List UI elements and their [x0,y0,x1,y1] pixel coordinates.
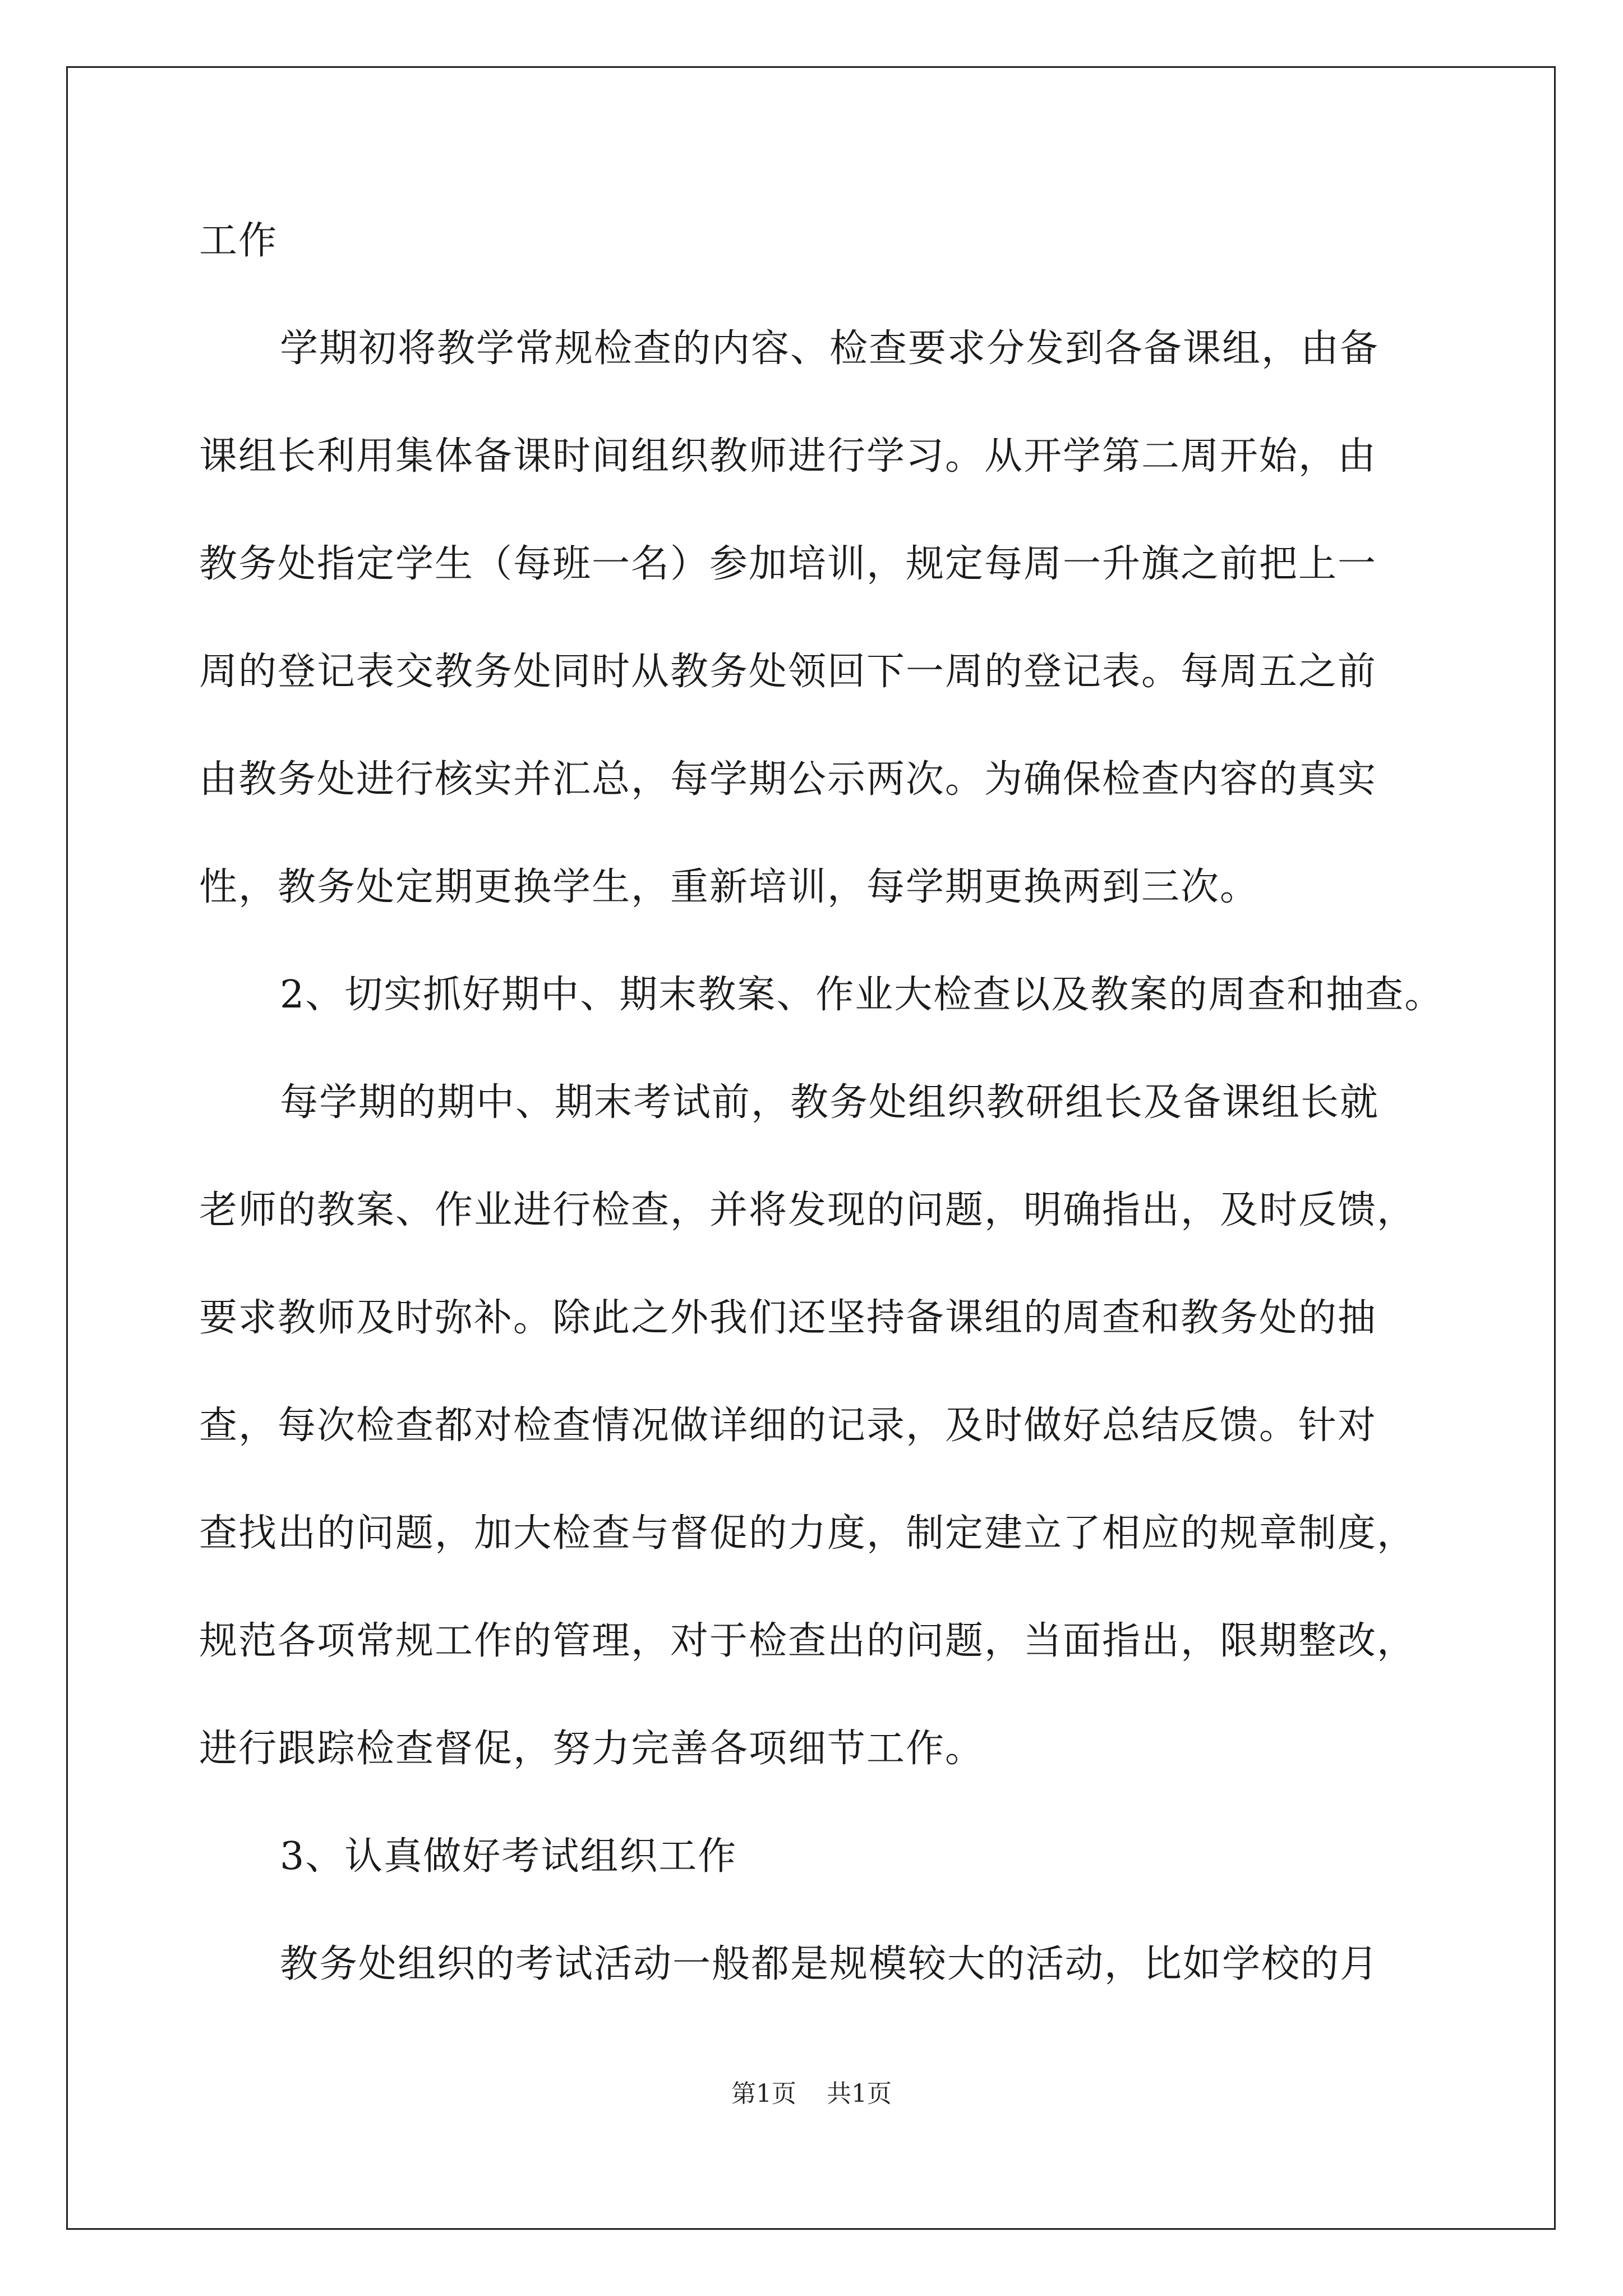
page-total: 共1页 [827,2079,892,2108]
page-number: 第1页 [731,2079,796,2108]
text-line: 教务处指定学生（每班一名）参加培训，规定每周一升旗之前把上一 [199,542,1377,586]
text-line: 由教务处进行核实并汇总，每学期公示两次。为确保检查内容的真实 [199,757,1377,802]
text-line: 3、认真做好考试组织工作 [280,1834,737,1879]
text-line: 查，每次检查都对检查情况做详细的记录，及时做好总结反馈。针对 [199,1404,1377,1448]
text-line: 老师的教案、作业进行检查，并将发现的问题，明确指出，及时反馈， [199,1188,1417,1232]
text-line: 2、切实抓好期中、期末教案、作业大检查以及教案的周查和抽查。 [280,973,1444,1017]
text-line: 课组长利用集体备课时间组织教师进行学习。从开学第二周开始，由 [199,434,1377,478]
text-line: 规范各项常规工作的管理，对于检查出的问题，当面指出，限期整改， [199,1619,1417,1663]
text-line: 周的登记表交教务处同时从教务处领回下一周的登记表。每周五之前 [199,650,1377,694]
text-line: 学期初将教学常规检查的内容、检查要求分发到各备课组，由备 [280,326,1380,371]
text-line: 每学期的期中、期末考试前，教务处组织教研组长及备课组长就 [280,1080,1380,1125]
text-line: 工作 [199,219,278,263]
page-footer [0,2078,1623,2110]
text-line: 性，教务处定期更换学生，重新培训，每学期更换两到三次。 [199,865,1260,909]
text-line: 教务处组织的考试活动一般都是规模较大的活动，比如学校的月 [280,1942,1380,1986]
page-border [66,66,1556,2230]
text-line: 要求教师及时弥补。除此之外我们还坚持备课组的周查和教务处的抽 [199,1296,1377,1340]
text-line: 查找出的问题，加大检查与督促的力度，制定建立了相应的规章制度， [199,1511,1417,1556]
text-line: 进行跟踪检查督促，努力完善各项细节工作。 [199,1727,985,1771]
